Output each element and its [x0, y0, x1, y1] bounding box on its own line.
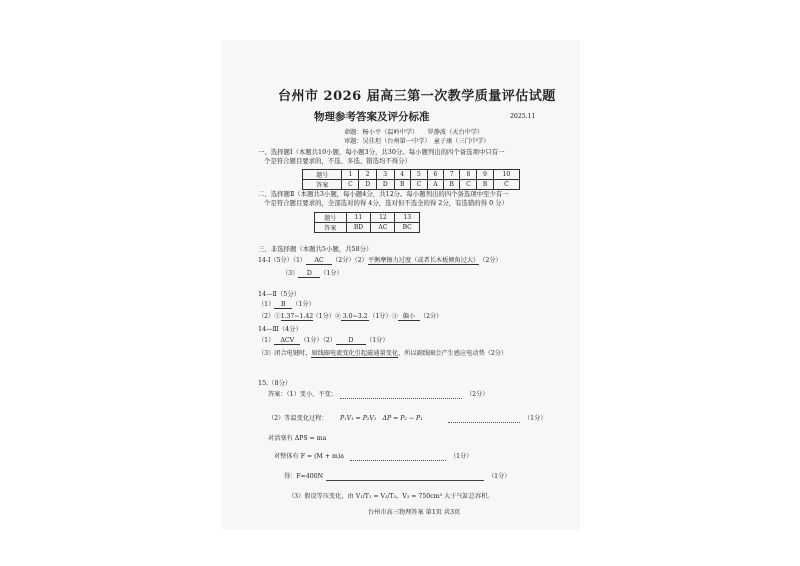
table-cell: 7 [444, 170, 460, 180]
table-cell: 9 [477, 170, 493, 180]
table-cell: C [460, 180, 477, 190]
table-cell: 11 [346, 213, 371, 223]
q15-line1-score: （2分） [466, 391, 489, 398]
table-cell: 2 [359, 170, 377, 180]
q15-line2-label: （2）等温变化过程： [268, 415, 328, 422]
table-row [315, 213, 420, 223]
table-cell: 题号 [303, 170, 342, 180]
q14-3-part1: （1） [258, 337, 275, 344]
q14-3-part3: （3）闭合电键时， [258, 350, 312, 357]
document-title: 台州市 2026 届高三第一次教学质量评估试题 [278, 89, 556, 104]
table-cell: 8 [460, 170, 477, 180]
table-row [315, 223, 420, 233]
q14-1-part3: （3） [282, 270, 299, 277]
q14-1-answer2: 平衡摩擦力过度（或者长木板倾角过大） [367, 257, 480, 264]
q14-2-score1: （1分） [292, 301, 315, 308]
q14-3-answer2: D [336, 338, 366, 345]
q15-line6: （3）假设等压变化，由 V₁/T₁ = V₃/T₃，V₃ = 750cm³ 大于气缸总容积。 [288, 493, 494, 500]
section2-instruction-line2: 个是符合题目要求的，全部选对的得 4分，选对但不选全的得 2分，有选错的得 0 分） [264, 199, 508, 207]
fill-line [448, 422, 520, 423]
fill-line [340, 398, 462, 399]
table-cell: D [376, 180, 394, 190]
q14-1-line1 [258, 258, 502, 265]
q15-line4-formula: 对整体有 F = (M + m)a [274, 453, 344, 460]
reviewers-line: 审题：吴佳坦（台州第一中学） 童子康（三门中学） [344, 138, 490, 145]
table-row [303, 180, 520, 190]
table-cell: 13 [395, 213, 420, 223]
q14-2-answer4: 偏小 [398, 314, 420, 321]
q14-2-score2: （1分）② [312, 313, 342, 320]
q14-2-line1 [258, 302, 315, 309]
q14-1-answer3: D [298, 271, 320, 278]
fill-line [350, 460, 446, 461]
proposers-line: 命题：杨小平（温岭中学） 罗静波（天台中学） [344, 129, 484, 136]
table-cell: 6 [427, 170, 443, 180]
table-cell: B [444, 180, 460, 190]
q14-3-answer1: ACV [274, 338, 300, 345]
page-footer: 台州市高三物理答案 第1页 共3页 [368, 509, 461, 516]
table-cell: 3 [376, 170, 394, 180]
table-cell: AC [371, 223, 395, 233]
table-cell: 4 [394, 170, 410, 180]
q14-1-line2 [282, 271, 343, 278]
q14-1-score1: （2分）（2） [332, 257, 368, 264]
q14-3-score1: （1分）（2） [300, 337, 337, 344]
table-cell: B [477, 180, 493, 190]
table-cell: 5 [410, 170, 427, 180]
q15-line2-score: （1分） [524, 415, 547, 422]
table-cell: 10 [493, 170, 519, 180]
q14-2-answer1: B [274, 302, 292, 309]
q14-2-answer2: 1.37~1.42 [280, 313, 314, 320]
fill-line [326, 480, 484, 481]
q14-1-answer1: AC [306, 258, 332, 265]
q15-heading: 15.（8分） [258, 379, 292, 387]
table-cell: A [427, 180, 443, 190]
document-subtitle: 物理参考答案及评分标准 [314, 111, 430, 123]
section2-answer-table [314, 212, 420, 233]
table-cell: C [342, 180, 359, 190]
table-cell: 答案 [315, 223, 347, 233]
q14-3-score3: ，所以副线圈会产生感应电动势（2分） [398, 350, 508, 357]
answer-sheet [222, 40, 580, 530]
q14-1-score2: （2分） [479, 257, 502, 264]
table-cell: 1 [342, 170, 359, 180]
q14-1-score3: （1分） [320, 270, 343, 277]
table-cell: BD [346, 223, 371, 233]
q14-2-score4: （2分） [419, 313, 443, 320]
table-cell: D [359, 180, 377, 190]
table-cell: C [410, 180, 427, 190]
q14-3-heading: 14—Ⅲ（4分） [258, 325, 302, 333]
table-cell: 题号 [315, 213, 347, 223]
table-cell: C [493, 180, 519, 190]
q14-2-part1: （1） [258, 301, 275, 308]
q14-2-part2: （2）① [258, 313, 281, 320]
section1-instruction-line2: 个是符合题目要求的，不选、多选、错选均不得分） [264, 157, 411, 165]
table-cell: BC [395, 223, 420, 233]
q14-2-score3: （1分）③ [369, 313, 398, 320]
q14-3-answer3: 原线圈电流变化引起磁通量变化 [311, 350, 399, 357]
table-cell: 12 [371, 213, 395, 223]
section1-instruction-line1: 一、选择题Ⅰ（本题共10小题，每小题3分，共30分。每小题列出的四个备选项中只有一 [258, 148, 505, 156]
section1-answer-table [302, 169, 520, 190]
document-date: 2025.11 [510, 113, 536, 120]
q14-3-line2 [258, 351, 507, 358]
table-cell: B [394, 180, 410, 190]
q15-line5-result: 得：F=400N [284, 473, 324, 480]
section3-heading: 三、非选择题（本题共5小题，共58分） [258, 245, 373, 253]
section2-instruction-line1: 二、选择题Ⅱ（本题共3小题，每小题4分，共12分。每小题列出的四个备选项中至少有一 [258, 190, 509, 198]
q14-2-answer3: 3.0~3.2 [342, 313, 368, 320]
q14-2-heading: 14—Ⅱ（5分） [258, 290, 301, 298]
q14-2-line2 [258, 314, 442, 321]
q15-line4-score: （1分） [450, 453, 473, 460]
q14-3-line1 [258, 338, 389, 345]
q14-3-score2: （1分） [366, 337, 389, 344]
q15-line5-score: （1分） [488, 473, 511, 480]
q15-line1-answer: 答案：（1）变小，不变； [268, 391, 337, 398]
q15-line2-formula: P₁V₁ = P₂V₂ ΔP = P₂ − P₁ [340, 415, 423, 422]
table-row [303, 170, 520, 180]
q14-1-label: 14-Ⅰ（5分）（1） [258, 257, 307, 264]
table-cell: 答案 [303, 180, 342, 190]
q15-line3: 对活塞有 ΔPS = ma [268, 435, 327, 442]
